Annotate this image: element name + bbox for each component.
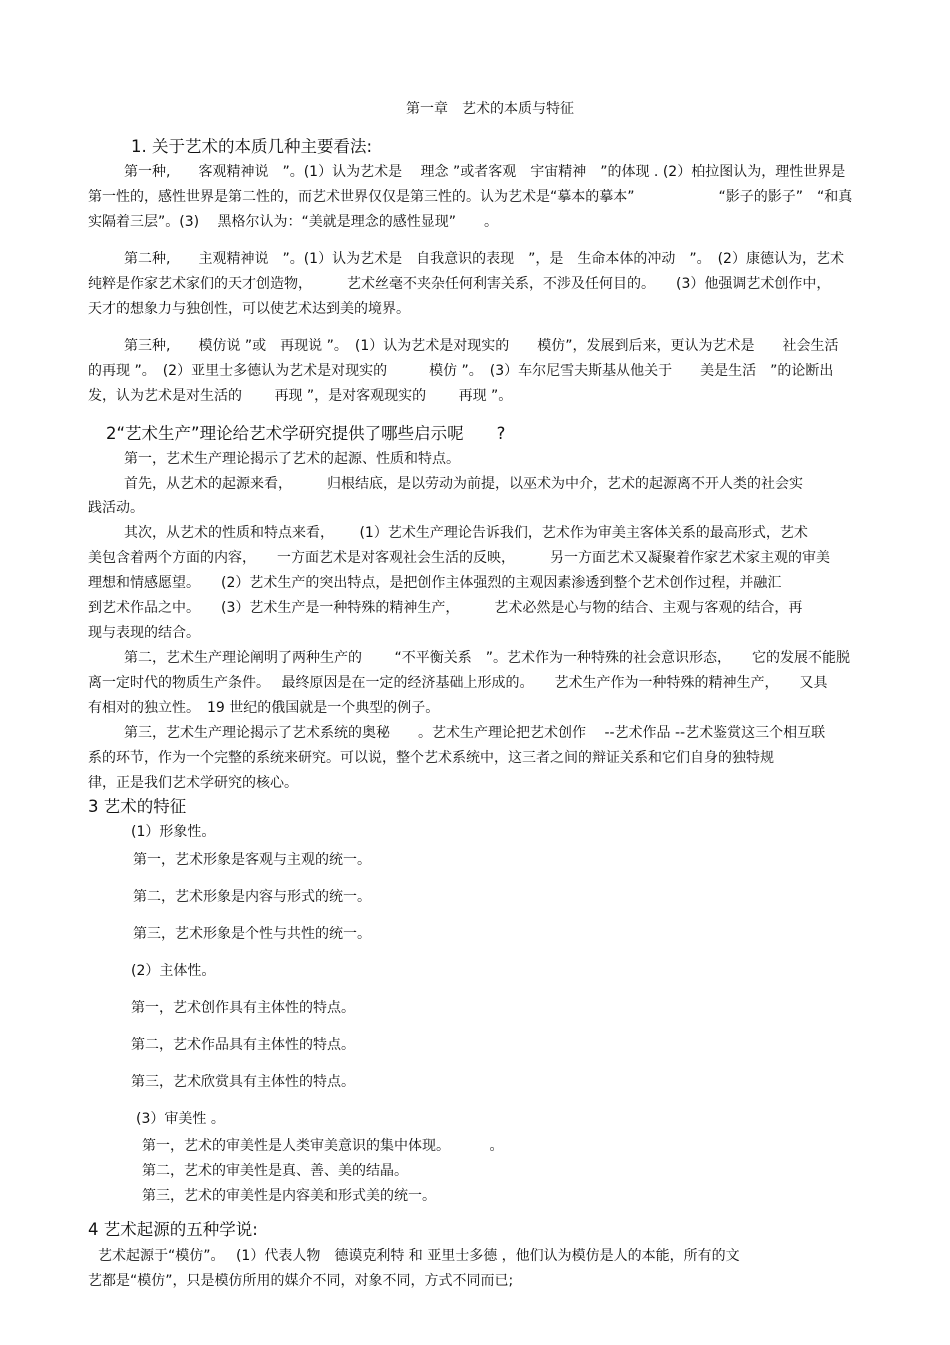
paragraph-line: 第一，艺术生产理论揭示了艺术的起源、性质和特点。 bbox=[124, 451, 460, 467]
paragraph-line: 第二种, 主观精神说 ”。(1）认为艺术是 自我意识的表现 ”，是 生命本体的冲动 ”。 (2）康德认为，艺术 bbox=[124, 251, 844, 267]
paragraph-line: 艺都是“模仿”，只是模仿所用的媒介不同，对象不同，方式不同而已; bbox=[88, 1273, 514, 1289]
paragraph-line: 有相对的独立性。 19 世纪的俄国就是一个典型的例子。 bbox=[88, 700, 440, 716]
list-item: 第一，艺术形象是客观与主观的统一。 bbox=[133, 852, 371, 868]
paragraph-line: 第三，艺术生产理论揭示了艺术系统的奥秘 。艺术生产理论把艺术创作 --艺术作品 --艺术鉴赏这三个相互联 bbox=[124, 725, 826, 741]
paragraph-line: 系的环节，作为一个完整的系统来研究。可以说，整个艺术系统中，这三者之间的辩证关系和它们自身的独特规 bbox=[88, 750, 774, 766]
section-3-heading: 3 艺术的特征 bbox=[88, 797, 187, 816]
list-item: 第三，艺术欣赏具有主体性的特点。 bbox=[131, 1074, 355, 1090]
paragraph-line: 践活动。 bbox=[88, 500, 144, 516]
list-item: 第二，艺术的审美性是真、善、美的结晶。 bbox=[142, 1163, 408, 1179]
paragraph-line: 其次，从艺术的性质和特点来看， (1）艺术生产理论告诉我们，艺术作为审美主客体关系的最高形式，艺术 bbox=[124, 525, 808, 541]
chapter-title: 第一章 艺术的本质与特征 bbox=[406, 101, 574, 117]
paragraph-line: 理想和情感愿望。 (2）艺术生产的突出特点，是把创作主体强烈的主观因素渗透到整个艺术创作过程，并融汇 bbox=[88, 575, 782, 591]
paragraph-line: 实隔着三层”。(3) 黑格尔认为：“美就是理念的感性显现” 。 bbox=[88, 214, 499, 230]
paragraph-line: 的再现 ”。 (2）亚里士多德认为艺术是对现实的 模仿 ”。 (3）车尔尼雪夫斯基从他关于 美是生活 ”的论断出 bbox=[88, 363, 834, 379]
list-item: 第三，艺术形象是个性与共性的统一。 bbox=[133, 926, 371, 942]
paragraph-line: 首先，从艺术的起源来看， 归根结底，是以劳动为前提，以巫术为中介，艺术的起源离不开人类的社会实 bbox=[124, 476, 803, 492]
list-item: 第一，艺术创作具有主体性的特点。 bbox=[131, 1000, 355, 1016]
paragraph-line: 离一定时代的物质生产条件。 最终原因是在一定的经济基础上形成的。 艺术生产作为一种特殊的精神生产， 又具 bbox=[88, 675, 828, 691]
list-item: 第二，艺术作品具有主体性的特点。 bbox=[131, 1037, 355, 1053]
paragraph-line: 美包含着两个方面的内容， 一方面艺术是对客观社会生活的反映， 另一方面艺术又凝聚着作家艺术家主观的审美 bbox=[88, 550, 830, 566]
list-item: 第三，艺术的审美性是内容美和形式美的统一。 bbox=[142, 1188, 436, 1204]
section-2-heading: 2“艺术生产”理论给艺术学研究提供了哪些启示呢 ? bbox=[106, 424, 506, 443]
paragraph-line: 到艺术作品之中。 (3）艺术生产是一种特殊的精神生产， 艺术必然是心与物的结合、主观与客观的结合，再 bbox=[88, 600, 803, 616]
paragraph-line: 现与表现的结合。 bbox=[88, 625, 200, 641]
list-item: 第一，艺术的审美性是人类审美意识的集中体现。 。 bbox=[142, 1138, 504, 1154]
paragraph-line: 发，认为艺术是对生活的 再现 ”，是对客观现实的 再现 ”。 bbox=[88, 388, 513, 404]
paragraph-line: 律，正是我们艺术学研究的核心。 bbox=[88, 775, 298, 791]
paragraph-line: 第一性的，感性世界是第二性的，而艺术世界仅仅是第三性的。认为艺术是“摹本的摹本” “影子的影子” “和真 bbox=[88, 189, 853, 205]
list-item: 第二，艺术形象是内容与形式的统一。 bbox=[133, 889, 371, 905]
list-item: (1）形象性。 bbox=[131, 824, 216, 840]
list-item: (3）审美性 。 bbox=[136, 1111, 225, 1127]
section-4-heading: 4 艺术起源的五种学说: bbox=[88, 1220, 258, 1239]
paragraph-line: 第二，艺术生产理论阐明了两种生产的 “不平衡关系 ”。艺术作为一种特殊的社会意识形态， 它的发展不能脱 bbox=[124, 650, 850, 666]
paragraph-line: 艺术起源于“模仿”。 (1）代表人物 德谟克利特 和 亚里士多德 ，他们认为模仿是人的本能，所有的文 bbox=[98, 1248, 740, 1264]
paragraph-line: 天才的想象力与独创性，可以使艺术达到美的境界。 bbox=[88, 301, 410, 317]
section-1-heading: 1. 关于艺术的本质几种主要看法: bbox=[131, 137, 373, 156]
list-item: (2）主体性。 bbox=[131, 963, 216, 979]
paragraph-line: 纯粹是作家艺术家们的天才创造物， 艺术丝毫不夹杂任何利害关系，不涉及任何目的。 (3）他强调艺术创作中， bbox=[88, 276, 831, 292]
paragraph-line: 第三种, 模仿说 ”或 再现说 ”。 (1）认为艺术是对现实的 模仿”，发展到后来，更认为艺术是 社会生活 bbox=[124, 338, 839, 354]
paragraph-line: 第一种, 客观精神说 ”。(1）认为艺术是 理念 ”或者客观 宇宙精神 ”的体现 . (2）柏拉图认为，理性世界是 bbox=[124, 164, 846, 180]
